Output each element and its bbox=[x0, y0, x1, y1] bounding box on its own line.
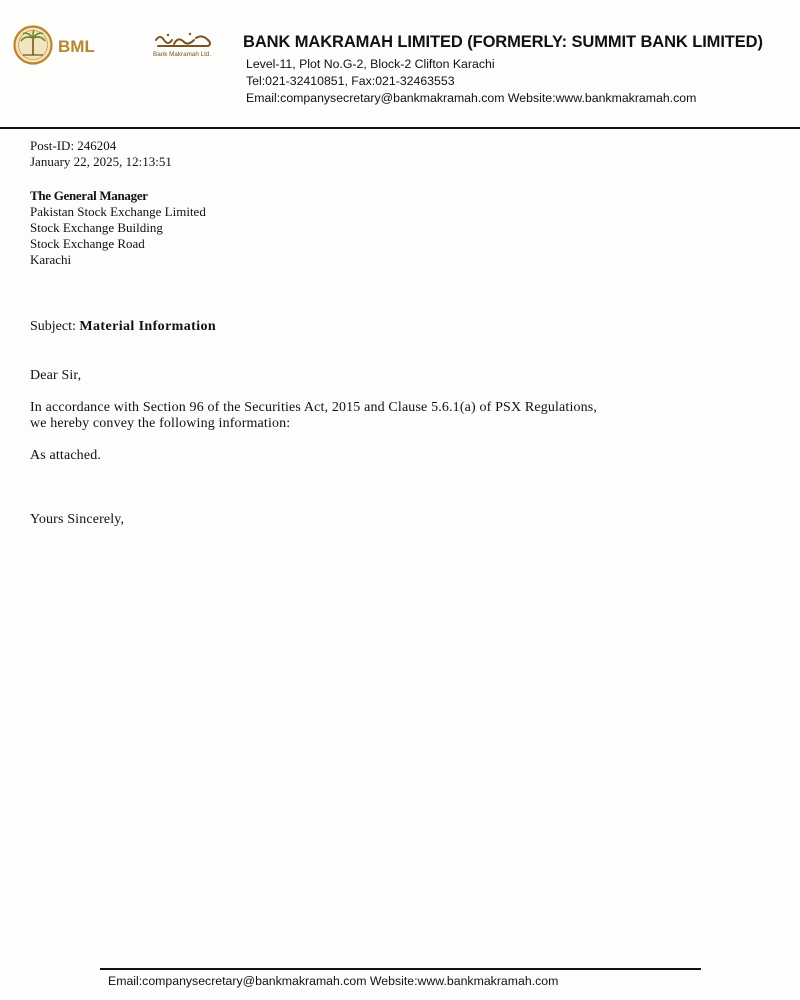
letterhead-address: Level-11, Plot No.G-2, Block-2 Clifton Karachi bbox=[246, 57, 495, 71]
recipient-line-3: Stock Exchange Road bbox=[30, 236, 145, 251]
subject-text: Material Information bbox=[79, 319, 217, 334]
salutation: Dear Sir, bbox=[30, 368, 82, 383]
letterhead-email-website: Email:companysecretary@bankmakramah.com Website:www.bankmakramah.com bbox=[246, 91, 697, 105]
bml-logo bbox=[13, 25, 103, 65]
body-paragraph-line-1: In accordance with Section 96 of the Securities Act, 2015 and Clause 5.6.1(a) of PSX Regulations, bbox=[30, 400, 598, 415]
body-attachment-note: As attached. bbox=[30, 448, 101, 463]
header-divider bbox=[0, 127, 800, 129]
bank-makramah-urdu-logo bbox=[150, 30, 216, 60]
bml-logo-text: BML bbox=[58, 37, 95, 56]
footer-divider bbox=[100, 968, 701, 970]
subject-label: Subject: bbox=[30, 319, 76, 334]
body-paragraph-line-2: we hereby convey the following information: bbox=[30, 416, 291, 431]
recipient-line-4: Karachi bbox=[30, 252, 72, 267]
post-datetime: January 22, 2025, 12:13:51 bbox=[30, 154, 172, 169]
recipient-title: The General Manager bbox=[30, 188, 148, 203]
urdu-logo-subtext: Bank Makramah Ltd. bbox=[153, 51, 212, 58]
footer-email-website: Email:companysecretary@bankmakramah.com Website:www.bankmakramah.com bbox=[108, 974, 559, 988]
recipient-line-1: Pakistan Stock Exchange Limited bbox=[30, 204, 206, 219]
post-id: Post-ID: 246204 bbox=[30, 138, 117, 153]
closing: Yours Sincerely, bbox=[30, 512, 125, 527]
subject-line bbox=[30, 319, 216, 335]
recipient-line-2: Stock Exchange Building bbox=[30, 220, 163, 235]
letterhead-phone-fax: Tel:021-32410851, Fax:021-32463553 bbox=[246, 74, 455, 88]
bank-name-title: BANK MAKRAMAH LIMITED (FORMERLY: SUMMIT BANK LIMITED) bbox=[243, 33, 763, 51]
